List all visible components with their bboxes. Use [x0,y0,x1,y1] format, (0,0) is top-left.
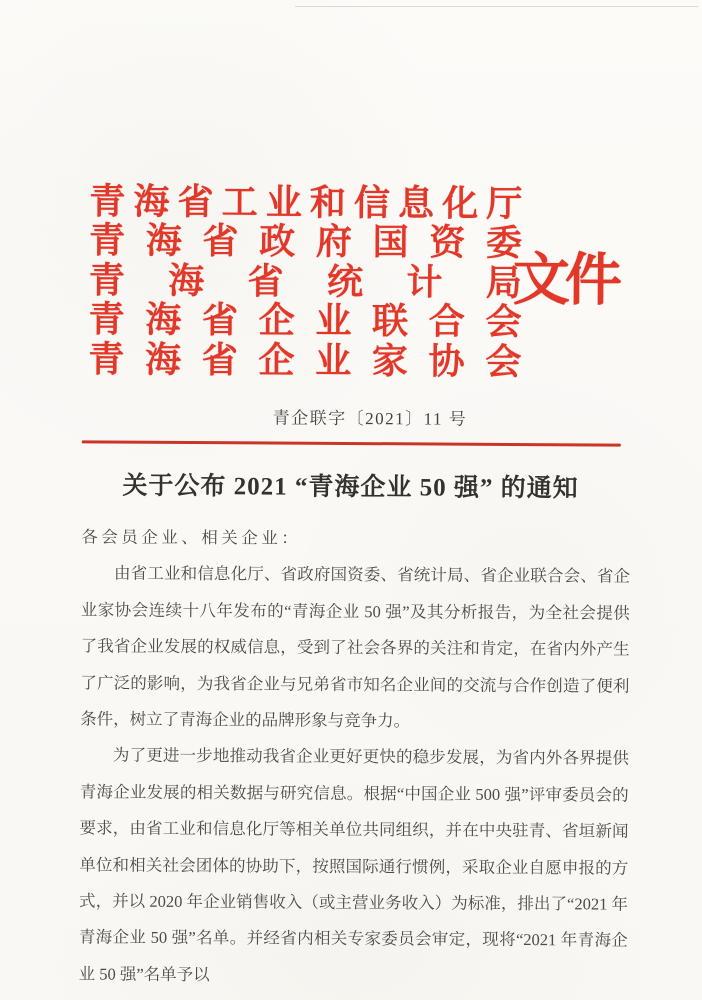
letterhead-org-name: 青 海 省 企 业 家 协 会 [88,339,522,382]
salutation: 各会员企业、相关企业： [81,527,302,548]
document-title: 关于公布 2021 “青海企业 50 强” 的通知 [122,472,579,503]
letterhead-document-label: 文件 [512,248,618,313]
red-divider-line [82,440,621,446]
letterhead-org-name: 青 海 省 政 府 国 资 委 [88,220,523,264]
letterhead-org-name: 青 海 省 企 业 联 合 会 [88,299,522,343]
body-paragraph: 为了更进一步地推动我省企业更好更快的稳步发展，为省内外各界提供青海企业发展的相关数据与研究信息。根据“中国企业 500 强”评审委员会的要求，由省工业和信息化厅等相关单位共同组织，并在中央驻青、省垣新闻单位和相关社会团体的协助下，按照国际通行惯例，采取企业自愿申报的方式，并以 2020 年企业销售收入（或主营业务收入）为标准，排出了“2021 年青海企业 50 强”名单。并经省内相关专家委员会审定，现将“2021 年青海企业 50 强”名单予以 [78,745,629,985]
document-body [78,519,630,996]
letterhead [88,181,522,381]
letterhead-org-name: 青 海 省 工 业 和 信 息 化 厅 [89,181,523,224]
reference-number: 青企联字〔2021〕11 号 [272,408,468,429]
body-paragraph: 由省工业和信息化厅、省政府国资委、省统计局、省企业联合会、省企业家协会连续十八年发布的“青海企业 50 强”及其分析报告，为全社会提供了我省企业发展的权威信息，受到了社会各界的关注和肯定，在省内外产生了广泛的影响，为我省企业与兄弟省市知名企业间的交流与合作创造了便利条件，树立了青海企业的品牌形象与竞争力。 [80,563,631,731]
letterhead-org-name: 青 海 省 统 计 局 [88,260,522,303]
